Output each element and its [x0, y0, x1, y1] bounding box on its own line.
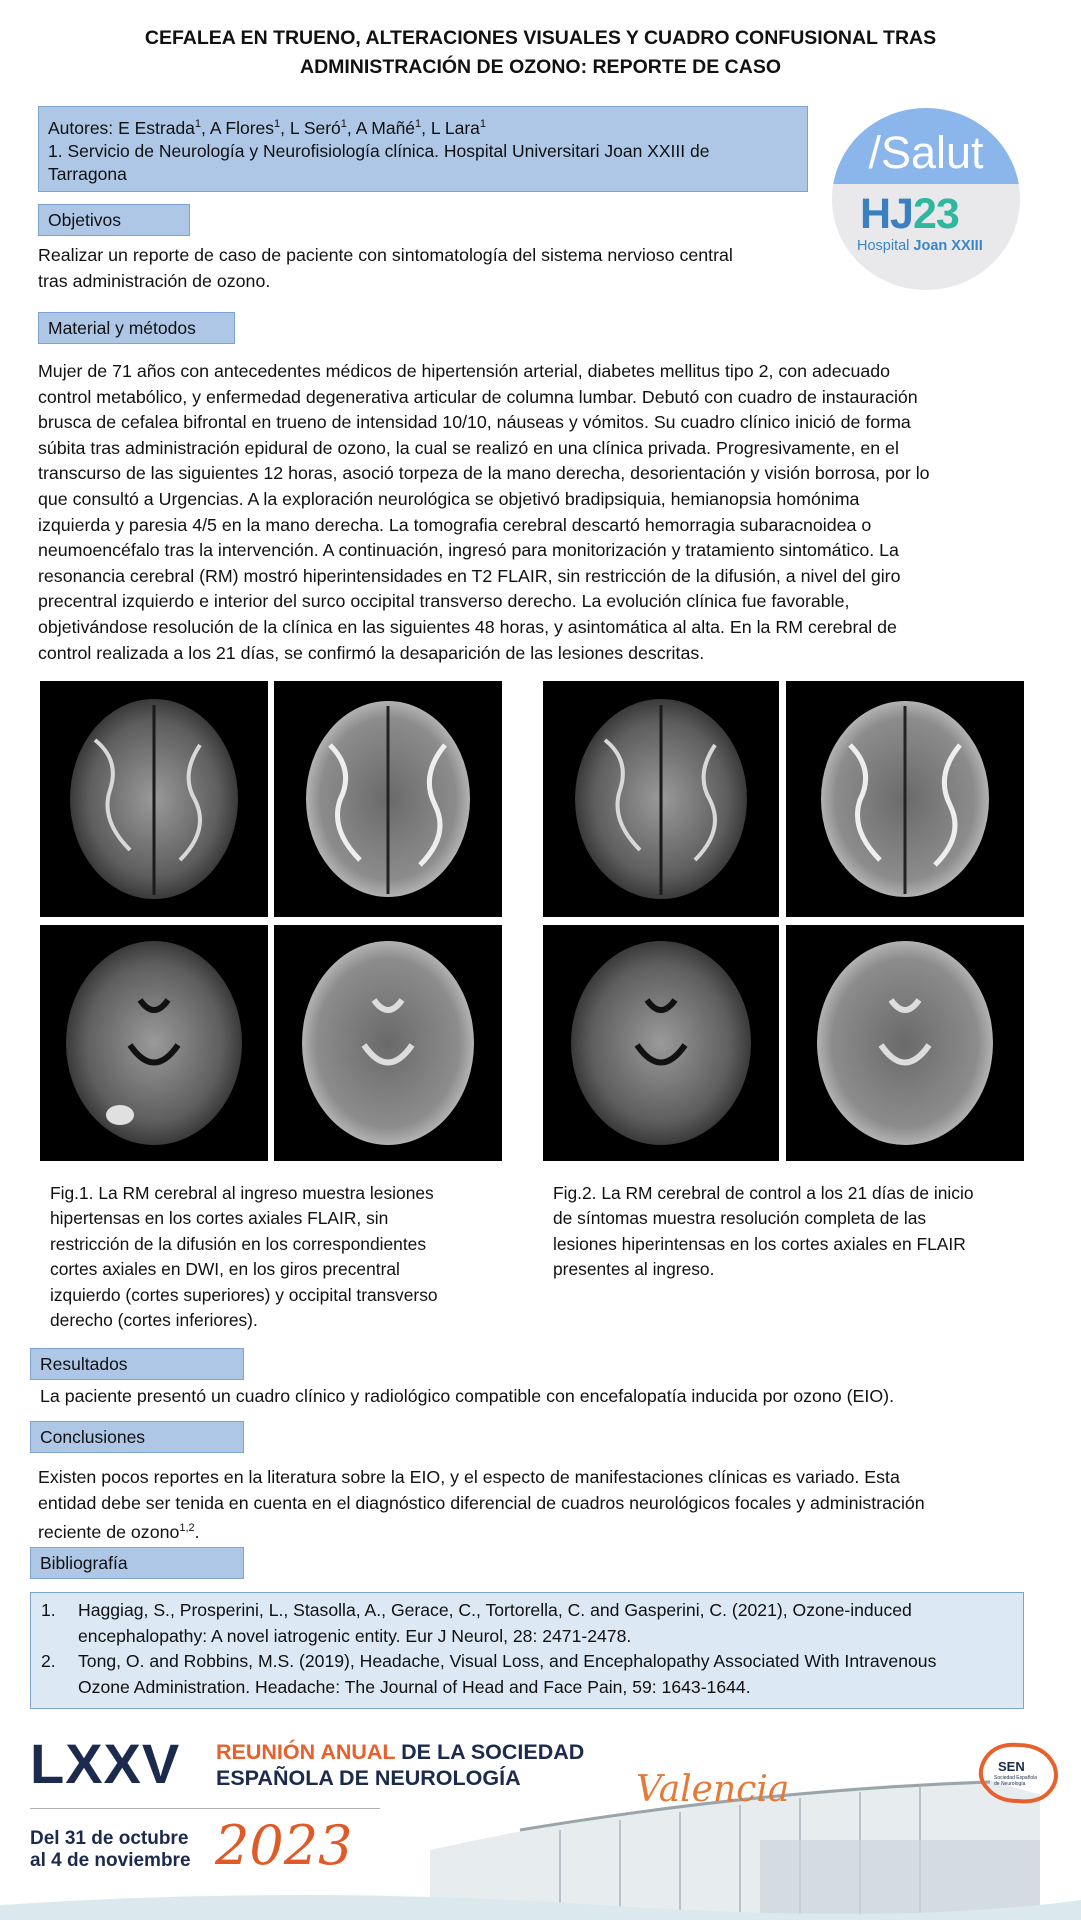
figure-1-images: [40, 681, 502, 1161]
figure-2-images: [543, 681, 1024, 1161]
footer-meeting-title: REUNIÓN ANUAL DE LA SOCIEDAD ESPAÑOLA DE NEUROLOGÍA: [216, 1740, 585, 1790]
title-line-2: ADMINISTRACIÓN DE OZONO: REPORTE DE CASO: [299, 56, 782, 78]
material-text: Mujer de 71 años con antecedentes médicos de hipertensión arterial, diabetes mellitus tipo 2, con adecuado control metabólico, y enfermedad degenerativa articular de columna lumbar. Debutó con cuadro de instauración brusca de cefalea bifrontal en trueno de intensidad 10/10, náuseas y vómitos. Su cuadro clínico inició de forma súbita tras administración epidural de ozono, la cual se realizó en una clínica privada. Progresivamente, en el transcurso de las siguientes 12 horas, asoció torpeza de la mano derecha, desorientación y visión borrosa, por lo que consultó a Urgencias. A la exploración neurológica se objetivó bradipsiquia, hemianopsia homónima izquierda y paresia 4/5 en la mano derecha. La tomografia cerebral descartó hemorragia subaracnoidea o neumoencéfalo tras la intervención. A continuación, ingresó para monitorización y tratamiento sintomático. La resonancia cerebral (RM) mostró hiperintensidades en T2 FLAIR, sin restricción de la difusión, a nivel del giro precentral izquierdo e interior del surco occipital transverso derecho. La evolución clínica fue favorable, objetivándose resolución de la clínica en las siguientes 48 horas, y asintomática al alta. En la RM cerebral de control realizada a los 21 días, se confirmó la desaparición de las lesiones descritas.: [38, 361, 930, 663]
authors-line: Autores: E Estrada$^1$, A Flores$^1$, L Seró$^1$, A Mañé$^1$, L Lara$^1$: [48, 117, 487, 138]
section-heading-bibliografia: Bibliografía: [30, 1547, 244, 1579]
footer-year: 2023: [215, 1814, 353, 1877]
title-line-1: CEFALEA EN TRUENO, ALTERACIONES VISUALES Y CUADRO CONFUSIONAL TRAS: [144, 27, 937, 49]
conclusiones-text: Existen pocos reportes en la literatura sobre la EIO, y el especto de manifestaciones clínicas es variado. Esta entidad debe ser tenida en cuenta en el diagnóstico diferencial de cuadros neurológicos focales y administración reciente de ozono$^{1,2}$.: [38, 1467, 925, 1543]
logo-hospital-name: Hospital Joan XXIII: [857, 238, 983, 254]
resultados-text: La paciente presentó un cuadro clínico y radiológico compatible con encefalopatía inducida por ozono (EIO).: [40, 1386, 895, 1406]
figure-2-caption: Fig.2. La RM cerebral de control a los 21 días de inicio de síntomas muestra resolución completa de las lesiones hiperintensas en los cortes axiales en FLAIR presentes al ingreso.: [553, 1183, 974, 1280]
references-box: 1. Haggiag, S., Prosperini, L., Stasolla, A., Gerace, C., Tortorella, C. and Gasperini, C. (2021), Ozone-induced encephalopathy: A novel iatrogenic entity. Eur J Neurol, 28: 2471-2478. 2. Tong, O. and Robbins, M.S. (2019), Headache, Visual Loss, and Encephalopathy Associated With Intravenous Ozone Administration. Headache: The Journal of Head and Face Pain, 59: 1643-1644.: [30, 1592, 1024, 1709]
section-heading-material: Material y métodos: [38, 312, 235, 344]
footer-lxxv: LXXV: [30, 1732, 181, 1795]
sen-logo: SEN Sociedad Española de Neurología: [970, 1737, 1064, 1811]
logo-hj23: HJ23: [860, 190, 959, 238]
sen-brain-icon: [970, 1737, 1064, 1811]
section-heading-objetivos: Objetivos: [38, 204, 190, 236]
affiliation-line-2: Tarragona: [48, 163, 127, 184]
section-heading-conclusiones: Conclusiones: [30, 1421, 244, 1453]
section-heading-resultados: Resultados: [30, 1348, 244, 1380]
objetivos-text: Realizar un reporte de caso de paciente con sintomatología del sistema nervioso central tras administración de ozono.: [38, 245, 733, 291]
figure-1-caption: Fig.1. La RM cerebral al ingreso muestra lesiones hipertensas en los cortes axiales FLAIR, sin restricción de la difusión en los correspondientes cortes axiales en DWI, en los giros precentral izquierdo (cortes superiores) y occipital transverso derecho (cortes inferiores).: [50, 1183, 438, 1331]
footer-divider: [30, 1808, 380, 1809]
footer-city: Valencia: [636, 1769, 790, 1810]
logo-salut-text: /Salut: [868, 127, 984, 178]
footer-dates: Del 31 de octubre al 4 de noviembre: [30, 1828, 191, 1871]
affiliation-line-1: 1. Servicio de Neurología y Neurofisiología clínica. Hospital Universitari Joan XXIII de: [48, 140, 710, 161]
